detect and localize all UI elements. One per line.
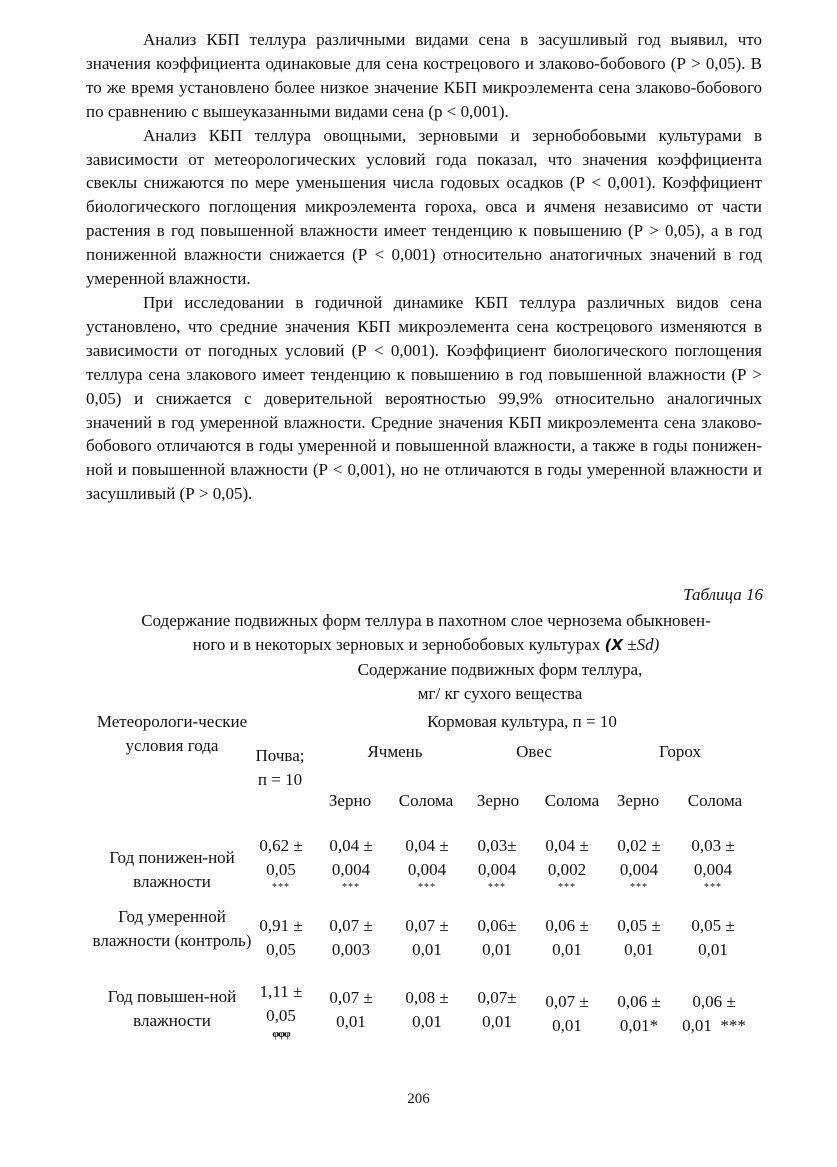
header-conditions: Метеорологи-ческие условия года: [96, 712, 248, 755]
header-soil-line-1: Почва;: [255, 746, 305, 765]
super-header-line-2: мг/ кг сухого вещества: [417, 684, 583, 703]
paragraph-3: При исследовании в годичной динамике КБП теллура различных видов сена установлено, что средние значения КБП микроэлемента сена кострецового изменяются в зависимости от погодных условий (Р < 0,001). Коэффициент биологического поглощения теллура сена злакового имеет тенденцию к повышению в год повышенной влажности (Р > 0,05) и снижается с доверительной вероятностью 99,9% относительно аналогичных значений в год умеренной влажности. Средние значения КБП микроэлемента сена злаково-бобового отличаются в годы умеренной и повышенной влажности, а также в годы пониженной и повышенной влажности (Р < 0,001), но не отличаются в годы умеренной влажности и засушливый (Р > 0,05).: [86, 292, 762, 504]
table-cell: 0,06 ± 0,01: [545, 916, 589, 959]
caption-line-2: [70, 633, 782, 657]
header-crop-peas: Горох: [659, 742, 701, 761]
table-cell: 0,04 ± 0,002 ***: [545, 836, 589, 893]
table-cell: 0,07 ± 0,003: [329, 916, 373, 959]
row-condition-moderate: Год умеренной влажности (контроль): [92, 907, 252, 950]
table-cell: 0,08 ± 0,01: [405, 988, 449, 1031]
table-cell: 0,06± 0,01: [477, 916, 517, 959]
table-cell: 0,05 ± 0,01: [617, 916, 661, 959]
table-cell: 0,05 ± 0,01: [691, 916, 735, 959]
row-condition-low: Год понижен-ной влажности: [109, 848, 235, 891]
header-part-straw: Солома: [687, 791, 743, 810]
header-soil-line-2: п = 10: [257, 770, 303, 789]
table-cell: 0,02 ± 0,004 ***: [617, 836, 661, 893]
table-cell: 0,03 ± 0,004 ***: [691, 836, 735, 893]
table-cell: 0,07± 0,01: [477, 988, 517, 1031]
paragraph-2: Анализ КБП теллура овощными, зерновыми и зернобобовыми культурами в зависимости от метеорологических условий года показал, что значения коэффициента свеклы снижаются по мере уменьшения числа годовых осадков (Р < 0,001). Коэффициент биологического поглощения микроэлемента гороха, овса и ячменя независимо от части растения в год повышенной влажности имеет тенденцию к повышению (Р > 0,05), а в год пониженной влажности снижается (Р < 0,001) относительно анатогичных значений в год умеренной влажности.: [86, 125, 762, 289]
table-cell: 0,62 ± 0,05 ***: [259, 836, 303, 893]
caption-sd-symbol: ±Sd): [623, 635, 660, 654]
caption-line-2-text: ного и в некоторых зерновых и зернобобовых культурах: [192, 635, 601, 654]
body-text: [86, 28, 762, 506]
row-condition-high: Год повышен-ной влажности: [107, 987, 237, 1030]
table-label: Таблица 16: [683, 585, 763, 604]
table-caption: [70, 609, 782, 657]
table-cell: 0,04 ± 0,004 ***: [329, 836, 373, 893]
paragraph-1: Анализ КБП теллура различными видами сена в засушливый год выявил, что значения коэффициента одинаковые для сена кострецового и злаково-бобового (Р > 0,05). В то же время установлено более низкое значение КБП микроэлемента сена злаково-бобового по сравнению с вышеуказанными видами сена (р < 0,001).: [86, 30, 762, 121]
table-cell: 0,03± 0,004 ***: [477, 836, 517, 893]
table-cell: 0,07 ± 0,01: [405, 916, 449, 959]
header-crop-barley: Ячмень: [367, 742, 423, 761]
caption-line-1: Содержание подвижных форм теллура в пахотном слое чернозема обыкновен-: [141, 611, 711, 630]
header-crop-oats: Овес: [516, 742, 552, 761]
header-part-straw: Солома: [398, 791, 454, 810]
table-cell: 0,91 ± 0,05: [259, 916, 303, 959]
page-number: 206: [407, 1091, 430, 1107]
header-part-grain: Зерно: [476, 791, 520, 810]
super-header-line-1: Содержание подвижных форм теллура,: [357, 660, 643, 679]
table-cell: 1,11 ± 0,05 φφφ: [259, 982, 303, 1040]
table-cell: 0,06 ± 0,01*: [617, 992, 661, 1035]
table-cell: 0,04 ± 0,004 ***: [405, 836, 449, 893]
header-part-straw: Солома: [544, 791, 600, 810]
caption-mean-symbol: (X: [604, 636, 623, 654]
table-cell: 0,07 ± 0,01: [329, 988, 373, 1031]
table-cell: 0,07 ± 0,01: [545, 992, 589, 1035]
table-cell: 0,06 ± 0,01 ***: [682, 992, 746, 1035]
header-part-grain: Зерно: [328, 791, 372, 810]
header-crop-group: Кормовая культура, п = 10: [427, 712, 617, 731]
header-part-grain: Зерно: [616, 791, 660, 810]
